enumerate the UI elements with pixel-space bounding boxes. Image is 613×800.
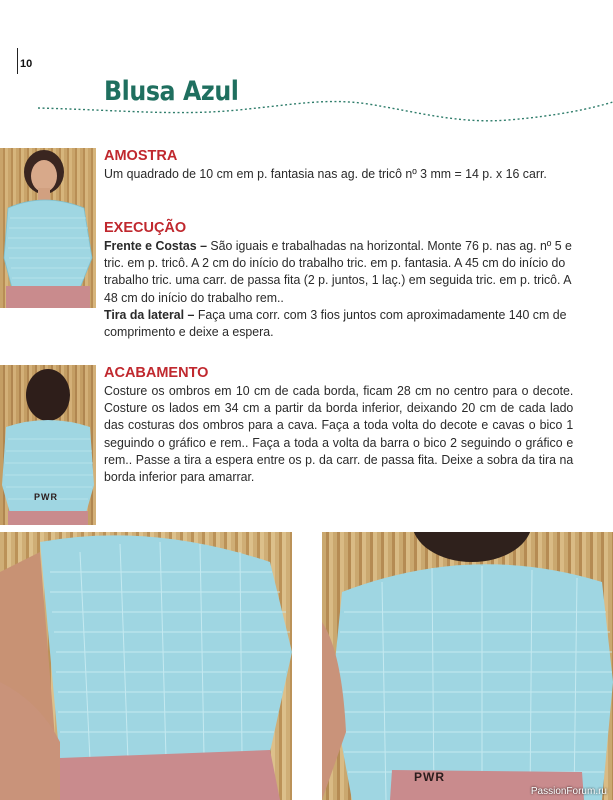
photo-detail-back [322,532,613,800]
section-execucao [104,219,574,340]
acabamento-text: Costure os ombros em 10 cm de cada borda, ficam 28 cm no centro para o decote. Costure os lados em 34 cm a partir da borda inferior, deixando 20 cm de cada lado das costuras dos ombros para a cava. Faça a toda volta do decote e cavas o bico 1 seguindo o gráfico e rem.. Faça a toda a volta da barra o bico 2 seguindo o gráfico e rem.. Passe a tira a espera entre os p. da carr. de passa fita. Deixe a sobra da tira na borda inferior para amarrar. [104,383,574,485]
frente-costas-label: Frente e Costas – [104,238,207,253]
section-heading-acabamento: ACABAMENTO [104,365,209,381]
amostra-text: Um quadrado de 10 cm em p. fantasia nas ag. de tricô nº 3 mm = 14 p. x 16 carr. [104,166,547,181]
shirt-print-text: PWR [414,770,445,784]
page-number-rule [17,48,18,74]
tira-lateral-text: Faça uma corr. com 3 fios juntos com aproximadamente 140 cm de comprimento e deixe a espera. [104,306,567,340]
photo-model-front [0,148,96,308]
photo-model-back [0,365,96,525]
section-amostra [104,147,574,182]
execucao-text [104,237,573,340]
section-acabamento [104,364,574,485]
watermark-text: PassionForum.ru [530,786,607,797]
decorative-wave-line [38,96,613,136]
frente-costas-text: São iguais e trabalhadas na horizontal. Monte 76 p. nas ag. nº 5 e tric. em p. tricô. A 2 cm do início do trabalho tric. em p. fantasia. A 45 cm do início do trabalho tric. uma carr. de passa fita (2 p. juntos, 1 laç.) em seguida tric. em p. tricô. A 48 cm do início do trabalho rem.. [104,238,572,305]
photo-detail-side [0,532,292,800]
section-heading-execucao: EXECUÇÃO [104,220,187,236]
page-title: Blusa Azul [104,76,239,107]
shirt-print-text: PWR [34,492,58,502]
tira-lateral-label: Tira da lateral – [104,306,195,322]
section-heading-amostra: AMOSTRA [104,148,178,164]
page-number: 10 [20,58,33,70]
